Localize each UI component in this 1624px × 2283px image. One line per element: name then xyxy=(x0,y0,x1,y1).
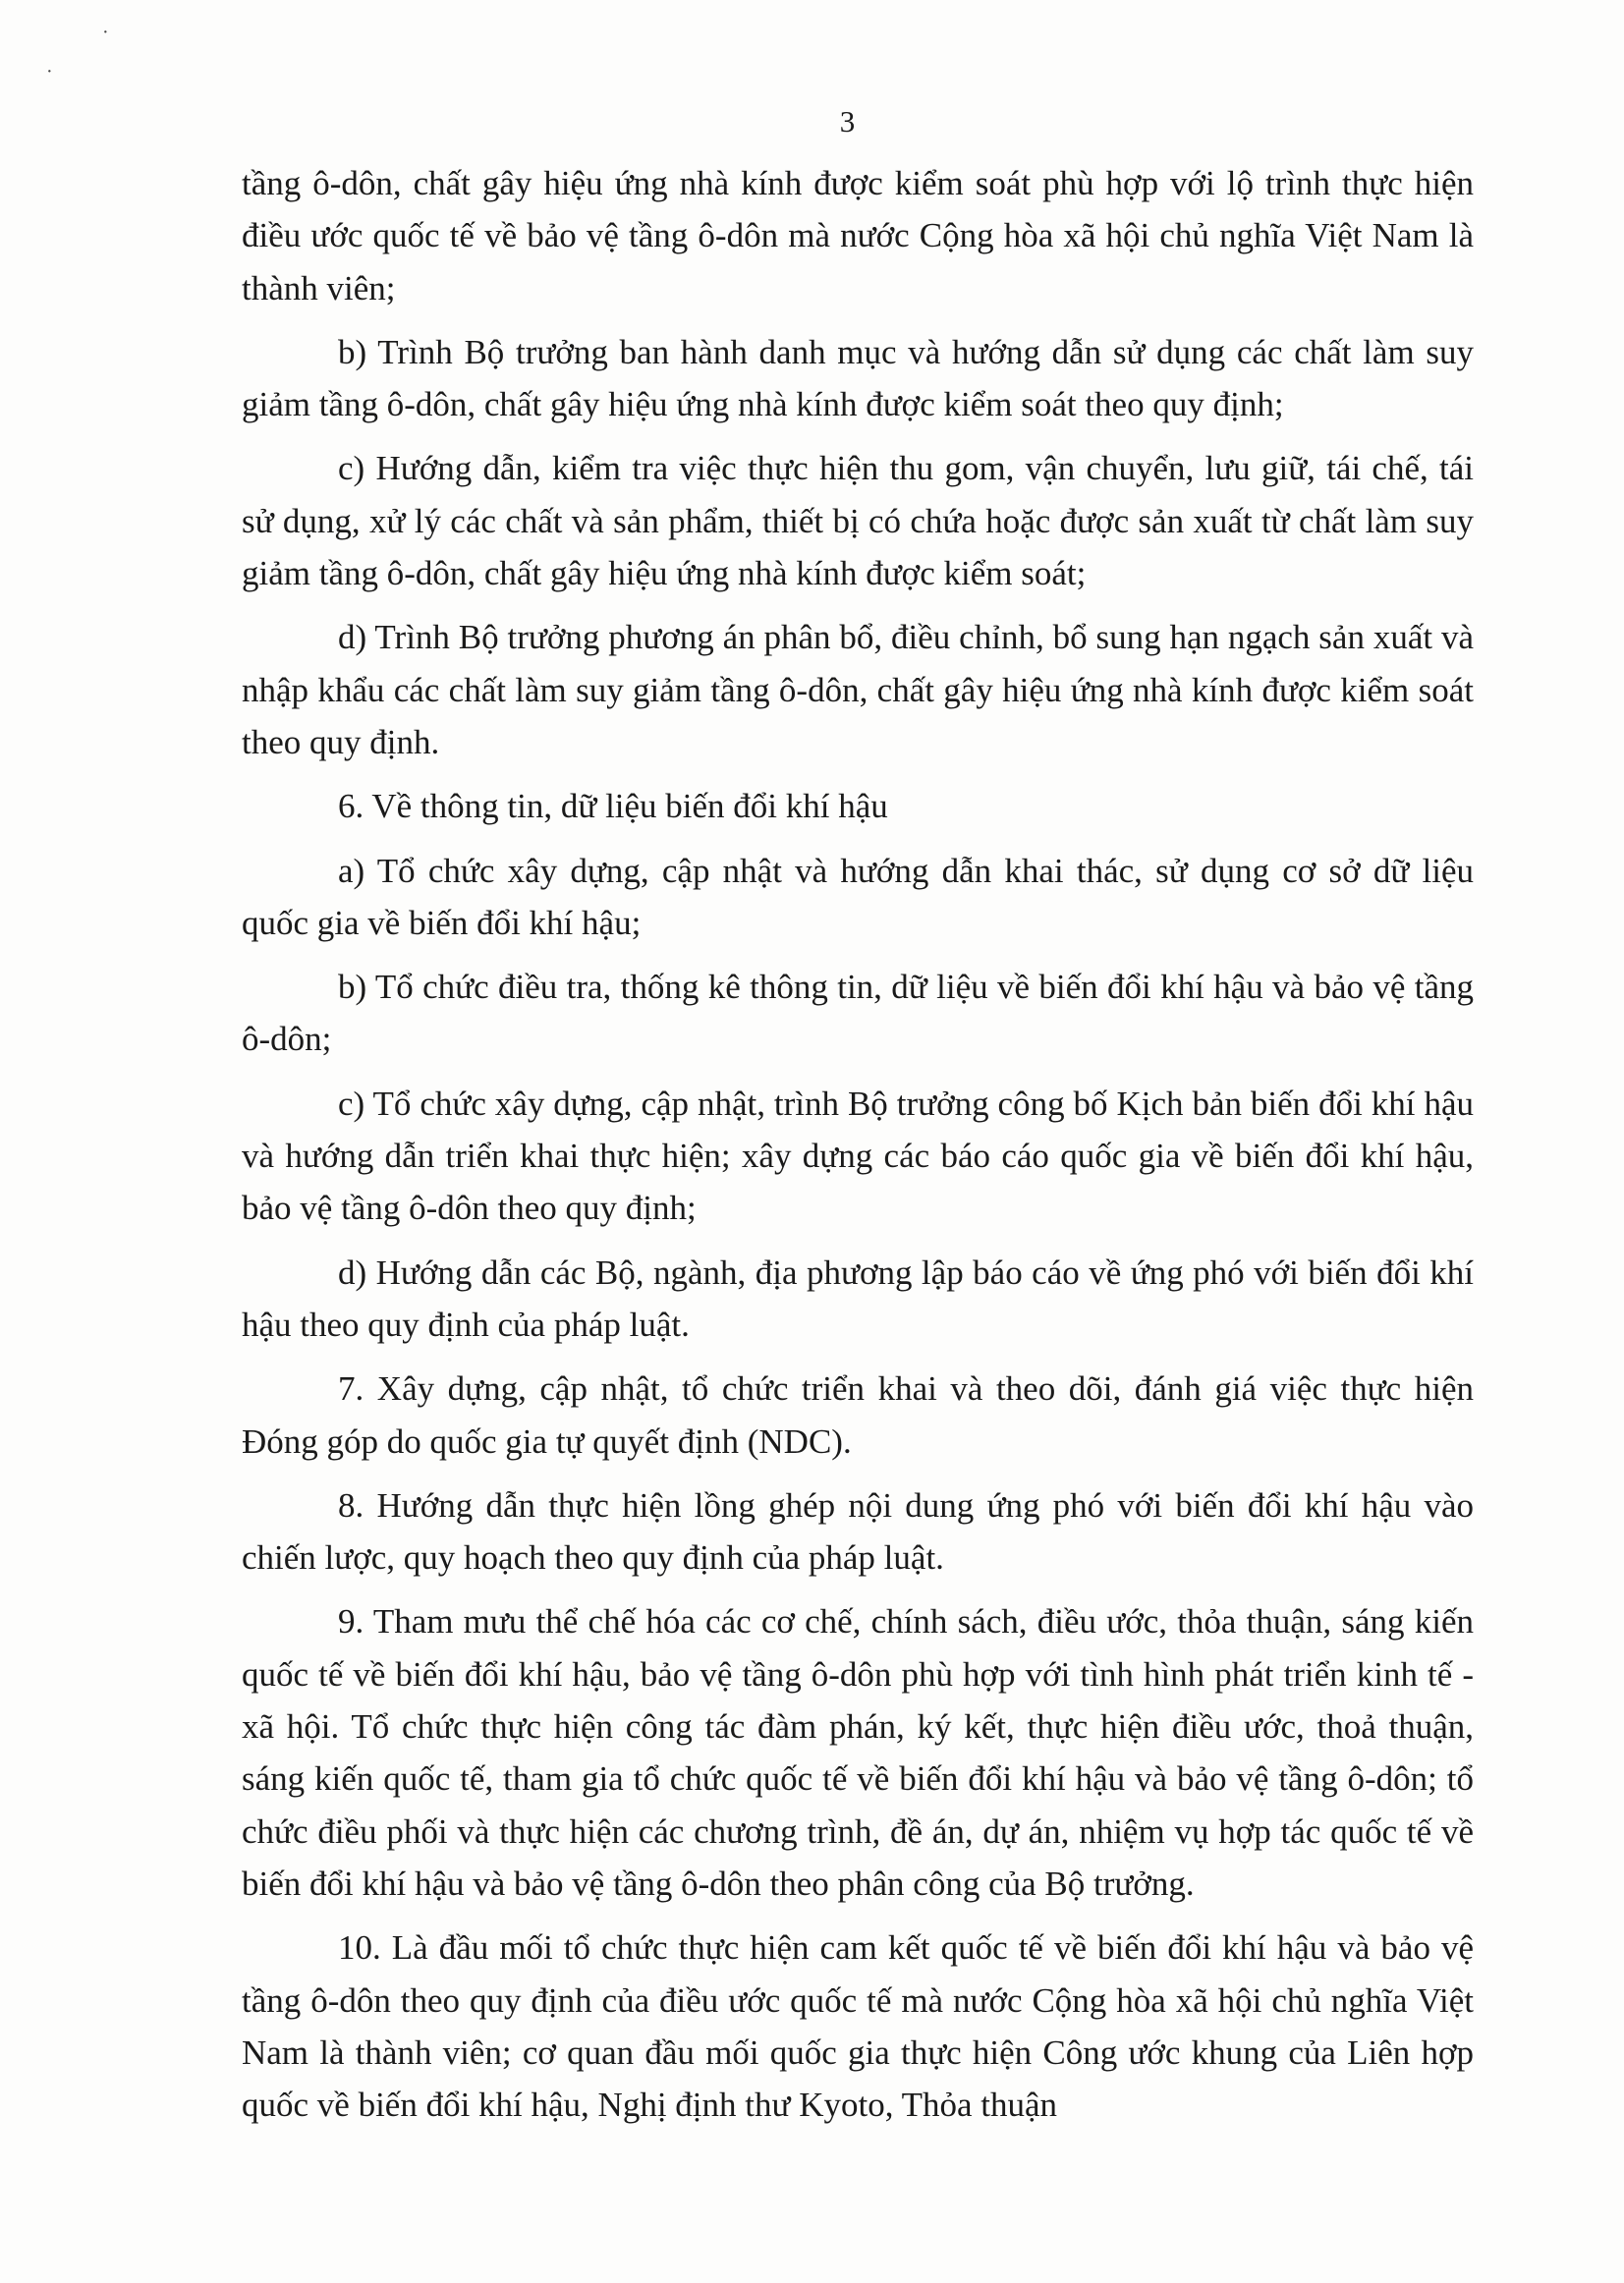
paragraph: b) Trình Bộ trưởng ban hành danh mục và hướng dẫn sử dụng các chất làm suy giảm tầng ô-dôn, chất gây hiệu ứng nhà kính được kiểm soát theo quy định; xyxy=(242,332,1474,424)
paragraph: d) Trình Bộ trưởng phương án phân bổ, điều chỉnh, bổ sung hạn ngạch sản xuất và nhập khẩu các chất làm suy giảm tầng ô-dôn, chất gây hiệu ứng nhà kính được kiểm soát theo quy định. xyxy=(242,618,1474,761)
scan-mark: · xyxy=(102,22,109,43)
paragraph: a) Tổ chức xây dựng, cập nhật và hướng dẫn khai thác, sử dụng cơ sở dữ liệu quốc gia về biến đổi khí hậu; xyxy=(242,851,1474,942)
document-body xyxy=(242,157,1474,2131)
section-heading: 6. Về thông tin, dữ liệu biến đổi khí hậu xyxy=(338,787,888,826)
paragraph: d) Hướng dẫn các Bộ, ngành, địa phương lập báo cáo về ứng phó với biến đổi khí hậu theo quy định của pháp luật. xyxy=(242,1253,1474,1344)
scan-mark: · xyxy=(46,61,53,83)
paragraph: 8. Hướng dẫn thực hiện lồng ghép nội dung ứng phó với biến đổi khí hậu vào chiến lược, quy hoạch theo quy định của pháp luật. xyxy=(242,1485,1474,1578)
paragraph: b) Tổ chức điều tra, thống kê thông tin, dữ liệu về biến đổi khí hậu và bảo vệ tầng ô-dôn; xyxy=(242,968,1474,1059)
paragraph: c) Hướng dẫn, kiểm tra việc thực hiện thu gom, vận chuyển, lưu giữ, tái chế, tái sử dụng, xử lý các chất và sản phẩm, thiết bị có chứa hoặc được sản xuất từ chất làm suy giảm tầng ô-dôn, chất gây hiệu ứng nhà kính được kiểm soát; xyxy=(242,449,1474,593)
paragraph: tầng ô-dôn, chất gây hiệu ứng nhà kính được kiểm soát phù hợp với lộ trình thực hiện điều ước quốc tế về bảo vệ tầng ô-dôn mà nước Cộng hòa xã hội chủ nghĩa Việt Nam là thành viên; xyxy=(242,164,1474,307)
paragraph: 10. Là đầu mối tổ chức thực hiện cam kết quốc tế về biến đổi khí hậu và bảo vệ tầng ô-dôn theo quy định của điều ước quốc tế mà nước Cộng hòa xã hội chủ nghĩa Việt Nam là thành viên; cơ quan đầu mối quốc gia thực hiện Công ước khung của Liên hợp quốc về biến đổi khí hậu, Nghị định thư Kyoto, Thỏa thuận xyxy=(242,1928,1474,2125)
paragraph: 9. Tham mưu thể chế hóa các cơ chế, chính sách, điều ước, thỏa thuận, sáng kiến quốc tế về biến đổi khí hậu, bảo vệ tầng ô-dôn phù hợp với tình hình phát triển kinh tế - xã hội. Tổ chức thực hiện công tác đàm phán, ký kết, thực hiện điều ước, thoả thuận, sáng kiến quốc tế, tham gia tổ chức quốc tế về biến đổi khí hậu và bảo vệ tầng ô-dôn; tổ chức điều phối và thực hiện các chương trình, đề án, dự án, nhiệm vụ hợp tác quốc tế về biến đổi khí hậu và bảo vệ tầng ô-dôn theo phân công của Bộ trưởng. xyxy=(242,1602,1474,1903)
page-number: 3 xyxy=(839,104,856,139)
paragraph: c) Tổ chức xây dựng, cập nhật, trình Bộ trưởng công bố Kịch bản biến đổi khí hậu và hướng dẫn triển khai thực hiện; xây dựng các báo cáo quốc gia về biến đổi khí hậu, bảo vệ tầng ô-dôn theo quy định; xyxy=(242,1084,1474,1228)
paragraph: 7. Xây dựng, cập nhật, tổ chức triển khai và theo dõi, đánh giá việc thực hiện Đóng góp do quốc gia tự quyết định (NDC). xyxy=(242,1369,1474,1461)
